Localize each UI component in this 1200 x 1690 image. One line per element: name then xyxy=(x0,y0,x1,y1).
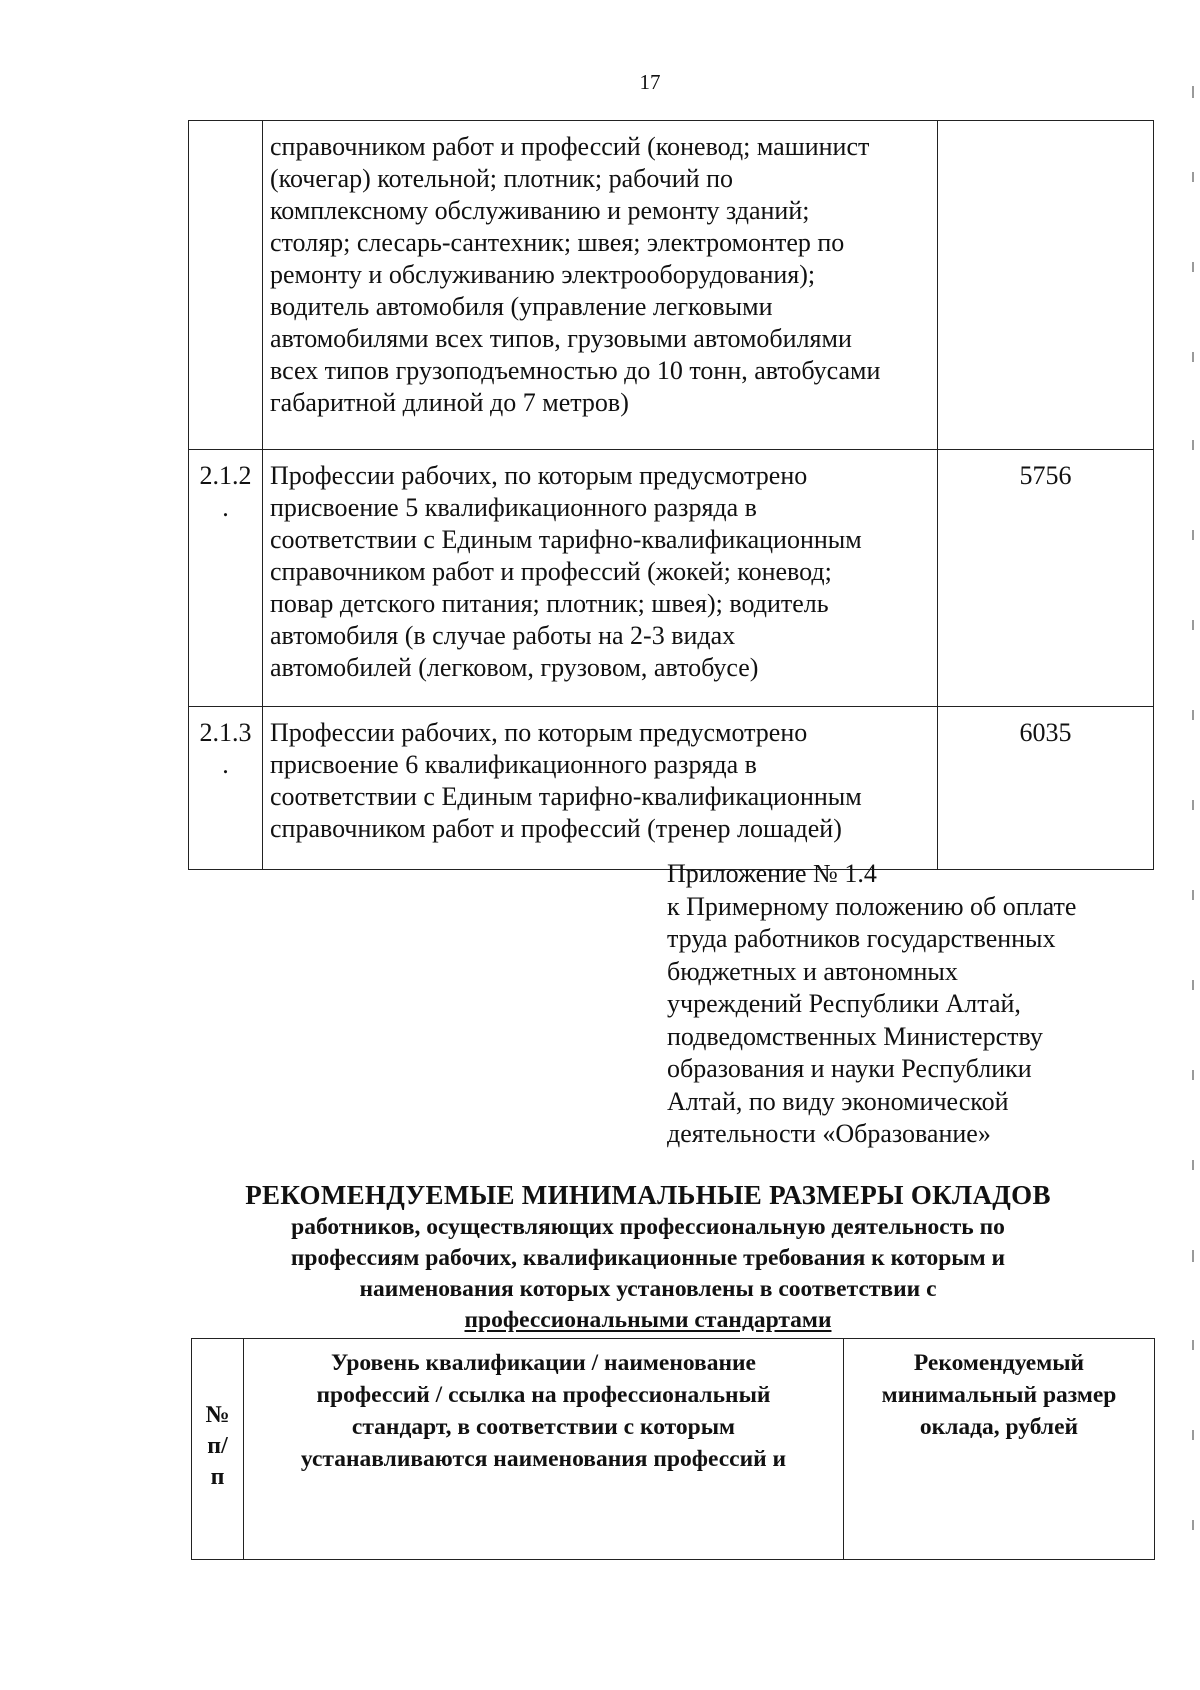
scan-margin-mark xyxy=(1192,1070,1194,1080)
row-number: 2.1.2 xyxy=(199,461,252,490)
appendix-line: образования и науки Республики xyxy=(667,1054,1032,1083)
description-line: соответствии с Единым тарифно-квалификационным xyxy=(270,525,862,554)
scan-margin-mark xyxy=(1192,1160,1194,1170)
appendix-line: деятельности «Образование» xyxy=(667,1119,991,1148)
description-line: автомобилей (легковом, грузовом, автобусе) xyxy=(270,653,759,682)
header-value-line: минимальный размер xyxy=(881,1382,1117,1408)
header-value-line: оклада, рублей xyxy=(919,1414,1079,1440)
description-line: комплексному обслуживанию и ремонту зданий; xyxy=(270,196,810,225)
description-line: присвоение 5 квалификационного разряда в xyxy=(270,493,757,522)
table-row xyxy=(189,121,1154,450)
page-number: 17 xyxy=(639,70,661,94)
scan-margin-mark xyxy=(1192,1430,1194,1440)
table-row xyxy=(189,707,1154,870)
row-number-cell xyxy=(189,450,263,707)
scan-margin-mark xyxy=(1192,440,1194,450)
scan-margin-mark xyxy=(1192,1520,1194,1530)
row-value-cell xyxy=(938,707,1154,870)
row-description-cell xyxy=(263,121,938,450)
header-value-cell xyxy=(844,1339,1155,1560)
header-description-line: устанавливаются наименования профессий и xyxy=(300,1446,787,1472)
row-value-cell xyxy=(938,450,1154,707)
description-line: габаритной длиной до 7 метров) xyxy=(270,388,629,417)
appendix-line: труда работников государственных xyxy=(667,924,1056,953)
scan-margin-mark xyxy=(1192,710,1194,720)
header-description-cell xyxy=(244,1339,844,1560)
description-line: Профессии рабочих, по которым предусмотрено xyxy=(270,461,808,490)
heading-subtitle-line: профессиональными стандартами xyxy=(464,1307,832,1333)
scan-margin-mark xyxy=(1192,1250,1194,1262)
header-number-line: п xyxy=(210,1463,225,1490)
header-description-line: профессий / ссылка на профессиональный xyxy=(316,1382,771,1408)
scan-margin-mark xyxy=(1192,1340,1194,1350)
table-row xyxy=(189,450,1154,707)
description-line: всех типов грузоподъемностью до 10 тонн, автобусами xyxy=(270,356,881,385)
heading-subtitle-line: работников, осуществляющих профессиональную деятельность по xyxy=(291,1214,1005,1240)
salary-value: 6035 xyxy=(1019,718,1072,747)
header-number-line: № xyxy=(205,1401,230,1428)
description-line: справочником работ и профессий (жокей; коневод; xyxy=(270,557,832,586)
row-value-cell xyxy=(938,121,1154,450)
appendix-line: Алтай, по виду экономической xyxy=(667,1086,1009,1116)
row-number-cell xyxy=(189,121,263,450)
description-line: автомобиля (в случае работы на 2-3 видах xyxy=(270,621,736,650)
appendix-line: подведомственных Министерству xyxy=(667,1021,1043,1051)
scan-margin-mark xyxy=(1192,800,1194,810)
row-number-dot: . xyxy=(222,493,229,522)
row-number: 2.1.3 xyxy=(199,718,252,747)
scan-margin-mark xyxy=(1192,980,1194,990)
table-header-row xyxy=(192,1339,1155,1560)
description-line: справочником работ и профессий (коневод; машинист xyxy=(270,132,870,161)
appendix-line: Приложение № 1.4 xyxy=(667,859,877,888)
row-description-cell xyxy=(263,450,938,707)
header-number-cell xyxy=(192,1339,244,1560)
header-description-line: Уровень квалификации / наименование xyxy=(331,1350,756,1376)
description-line: повар детского питания; плотник; швея); водитель xyxy=(270,589,829,618)
description-line: соответствии с Единым тарифно-квалификационным xyxy=(270,782,862,811)
appendix-line: к Примерному положению об оплате xyxy=(667,891,1077,921)
heading-title: РЕКОМЕНДУЕМЫЕ МИНИМАЛЬНЫЕ РАЗМЕРЫ ОКЛАДОВ xyxy=(245,1180,1051,1210)
scan-margin-mark xyxy=(1192,172,1194,182)
header-description-line: стандарт, в соответствии с которым xyxy=(351,1414,736,1440)
appendix-line: учреждений Республики Алтай, xyxy=(667,989,1021,1018)
scan-margin-mark xyxy=(1192,86,1194,98)
description-line: ремонту и обслуживанию электрооборудования); xyxy=(270,260,816,289)
description-line: водитель автомобиля (управление легковыми xyxy=(270,292,773,321)
description-line: присвоение 6 квалификационного разряда в xyxy=(270,750,757,779)
salary-value: 5756 xyxy=(1019,461,1072,490)
description-line: столяр; слесарь-сантехник; швея; электромонтер по xyxy=(270,228,845,257)
description-line: автомобилями всех типов, грузовыми автомобилями xyxy=(270,324,852,353)
scan-margin-mark xyxy=(1192,620,1194,630)
scan-margin-mark xyxy=(1192,530,1194,540)
description-line: (кочегар) котельной; плотник; рабочий по xyxy=(270,164,734,193)
heading-subtitle-line: профессиям рабочих, квалификационные требования к которым и xyxy=(290,1245,1006,1271)
document-heading xyxy=(188,1178,1108,1336)
description-line: Профессии рабочих, по которым предусмотрено xyxy=(270,718,808,747)
row-number-cell xyxy=(189,707,263,870)
description-line: справочником работ и профессий (тренер лошадей) xyxy=(270,814,842,843)
heading-subtitle-line: наименования которых установлены в соответствии с xyxy=(359,1276,937,1302)
header-value-line: Рекомендуемый xyxy=(913,1350,1085,1376)
appendix-line: бюджетных и автономных xyxy=(667,956,958,986)
appendix-note xyxy=(667,858,1127,1151)
scan-margin-mark xyxy=(1192,352,1194,362)
salary-table-header xyxy=(191,1338,1155,1560)
scan-margin-mark xyxy=(1192,262,1194,272)
row-description-cell xyxy=(263,707,938,870)
salary-table-continued xyxy=(188,120,1154,870)
header-number-line: п/ xyxy=(207,1432,228,1459)
row-number-dot: . xyxy=(222,750,229,779)
scan-margin-mark xyxy=(1192,890,1194,900)
